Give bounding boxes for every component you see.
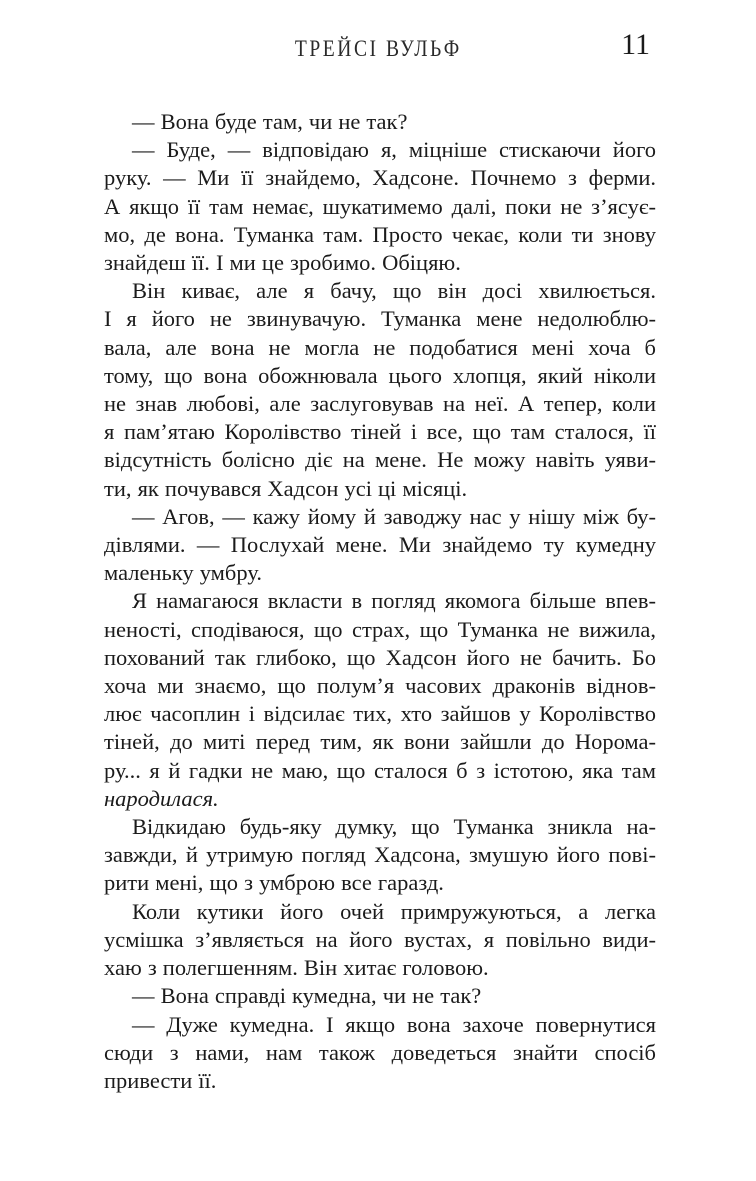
text-line: завжди, й утримую погляд Хадсона, змушую його пові-	[104, 842, 656, 868]
text-line: вала, але вона не могла не подобатися мені хоча б	[104, 334, 656, 360]
text-line: — Буде, — відповідаю я, міцніше стискаючи його	[132, 137, 656, 163]
paragraph	[104, 108, 656, 136]
paragraph	[104, 277, 656, 503]
text-line: — Вона справді кумедна, чи не так?	[132, 983, 482, 1009]
text-line: не знав любові, але заслуговував на неї. А тепер, коли	[104, 391, 656, 417]
text-line: мо, де вона. Туманка там. Просто чекає, коли ти знову	[104, 221, 656, 247]
text-line: — Агов, — кажу йому й заводжу нас у нішу між бу-	[132, 503, 656, 529]
text-line: усмішка з’являється на його вустах, я повільно види-	[104, 926, 656, 952]
text-line: Він киває, але я бачу, що він досі хвилюється.	[132, 278, 656, 304]
text-line: Я намагаюся вкласти в погляд якомога більше впев-	[132, 588, 656, 614]
text-line: похований так глибоко, що Хадсон його не бачить. Бо	[104, 644, 656, 670]
paragraph	[104, 503, 656, 588]
text-line: хоча ми знаємо, що полум’я часових драконів віднов-	[104, 673, 656, 699]
body-text	[104, 108, 656, 1095]
paragraph	[104, 813, 656, 898]
text-line: народилася.	[104, 785, 219, 811]
paragraph	[104, 136, 656, 277]
text-line: знайдеш її. І ми це зробимо. Обіцяю.	[104, 250, 461, 276]
text-line: привести її.	[104, 1067, 217, 1093]
text-line: я пам’ятаю Королівство тіней і все, що там сталося, її	[104, 419, 656, 445]
running-title: ТРЕЙСІ ВУЛЬФ	[294, 36, 462, 61]
text-line: неності, сподіваюся, що страх, що Туманка не вижила,	[104, 616, 656, 642]
text-line: — Дуже кумедна. І якщо вона захоче повернутися	[132, 1011, 656, 1037]
text-line: ру... я й гадки не маю, що сталося б з істотою, яка там	[104, 757, 656, 783]
text-line: тіней, до миті перед тим, як вони зайшли до Норома-	[104, 729, 656, 755]
text-line: Коли кутики його очей примружуються, а легка	[132, 898, 656, 924]
text-line: хаю з полегшенням. Він хитає головою.	[104, 955, 489, 981]
text-line: І я його не звинувачую. Туманка мене недолюблю-	[104, 306, 656, 332]
text-line: — Вона буде там, чи не так?	[132, 109, 408, 134]
text-line: дівлями. — Послухай мене. Ми знайдемо ту кумедну	[104, 532, 656, 558]
paragraph	[104, 587, 656, 813]
paragraph	[104, 982, 656, 1010]
page-number: 11	[621, 28, 650, 61]
text-line: тому, що вона обожнювала цього хлопця, який ніколи	[104, 362, 656, 388]
text-line: Відкидаю будь-яку думку, що Туманка зникла на-	[132, 814, 656, 840]
running-header	[104, 28, 656, 64]
text-line: маленьку умбру.	[104, 560, 262, 586]
text-line: руку. — Ми її знайдемо, Хадсоне. Почнемо з ферми.	[104, 165, 656, 191]
text-line: відсутність болісно діє на мене. Не можу навіть уяви-	[104, 447, 656, 473]
text-line: ти, як почувався Хадсон усі ці місяці.	[104, 475, 468, 501]
text-line: сюди з нами, нам також доведеться знайти спосіб	[104, 1039, 656, 1065]
text-line: лює часоплин і відсилає тих, хто зайшов у Королівство	[104, 701, 656, 727]
paragraph	[104, 1011, 656, 1096]
text-line: А якщо її там немає, шукатимемо далі, поки не з’ясує-	[104, 193, 656, 219]
text-line: рити мені, що з умброю все гаразд.	[104, 870, 444, 896]
paragraph	[104, 898, 656, 983]
